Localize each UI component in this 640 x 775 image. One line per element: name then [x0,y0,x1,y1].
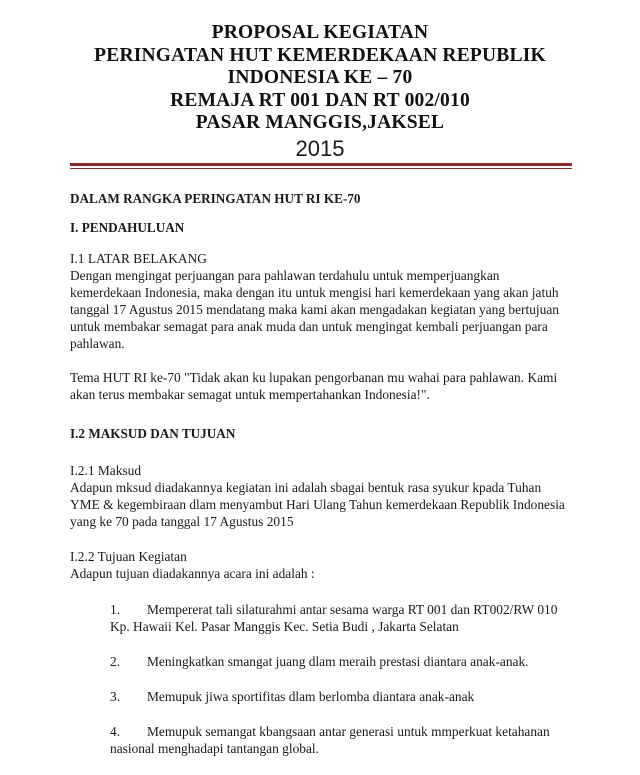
list-item-text: Meningkatkan smangat juang dlam meraih prestasi diantara anak-anak. [147,654,529,669]
list-item-text: Memupuk semangat kbangsaan antar generasi untuk mmperkuat ketahanan [147,724,550,739]
paragraph-line: pahlawan. [70,336,125,351]
tujuan-intro: Adapun tujuan diadakannya acara ini adalah : [70,566,315,581]
list-item [110,601,576,635]
tema-paragraph [70,369,576,403]
list-item-number: 4. [110,724,121,739]
title-year: 2015 [295,135,345,161]
list-item-continuation: Kp. Hawaii Kel. Pasar Manggis Kec. Setia Budi , Jakarta Selatan [110,619,459,634]
list-item-text: Mempererat tali silaturahmi antar sesama warga RT 001 dan RT002/RW 010 [147,602,558,617]
paragraph-line: yang ke 70 pada tanggal 17 Agustus 2015 [70,514,294,529]
title-rule-thick [70,163,572,166]
rangka-heading: DALAM RANGKA PERINGATAN HUT RI KE-70 [70,191,361,206]
list-item-number: 1. [110,602,121,617]
list-item [110,723,576,757]
paragraph-line: Adapun mksud diadakannya kegiatan ini adalah sbagai bentuk rasa syukur kpada Tuhan [70,480,542,495]
list-item-continuation: nasional menghadapi tantangan global. [110,741,319,756]
tujuan-heading: I.2.2 Tujuan Kegiatan [70,549,187,564]
title-line-5: PASAR MANGGIS,JAKSEL [195,112,445,133]
title-line-3: INDONESIA KE – 70 [227,67,413,88]
paragraph-line: Tema HUT RI ke-70 "Tidak akan ku lupakan pengorbanan mu wahai para pahlawan. Kami [70,370,558,385]
list-item-number: 2. [110,654,121,669]
title-rule-thin [70,168,572,169]
document-title [0,22,640,162]
paragraph-line: untuk membakar semagat para anak muda dan untuk mengingat kembali perjuangan para [70,319,548,334]
title-line-4: REMAJA RT 001 DAN RT 002/010 [170,89,470,111]
paragraph-line: Dengan mengingat perjuangan para pahlawan terdahulu untuk memperjuangkan [70,268,500,283]
title-line-2: PERINGATAN HUT KEMERDEKAAN REPUBLIK [94,44,546,66]
document-body [70,190,576,775]
latar-belakang-heading: I.1 LATAR BELAKANG [70,251,207,266]
paragraph-line: kemerdekaan Indonesia, maka dengan itu untuk mengisi hari kemerdekaan yang akan jatuh [70,285,559,300]
section-heading-pendahuluan [70,219,576,236]
section-heading-pendahuluan-text: I. PENDAHULUAN [70,220,185,235]
maksud-heading: I.2.1 Maksud [70,463,142,478]
paragraph-line: akan terus membakar semagat untuk mempertahankan Indonesia!". [70,387,430,402]
tujuan-list [110,601,576,757]
list-item [110,688,576,705]
title-line-1: PROPOSAL KEGIATAN [211,22,429,43]
latar-belakang-paragraph [70,267,576,352]
list-item-number: 3. [110,689,121,704]
list-item-text: Memupuk jiwa sportifitas dlam berlomba diantara anak-anak [147,689,475,704]
section-heading-maksud-tujuan: I.2 MAKSUD DAN TUJUAN [70,426,236,441]
list-item [110,653,576,670]
paragraph-line: YME & kegembiraan dlam menyambut Hari Ulang Tahun kemerdekaan Republik Indonesia [70,497,565,512]
paragraph-line: tanggal 17 Agustus 2015 mendatang maka kami akan mengadakan kegiatan yang bertujuan [70,302,559,317]
maksud-paragraph [70,479,576,530]
